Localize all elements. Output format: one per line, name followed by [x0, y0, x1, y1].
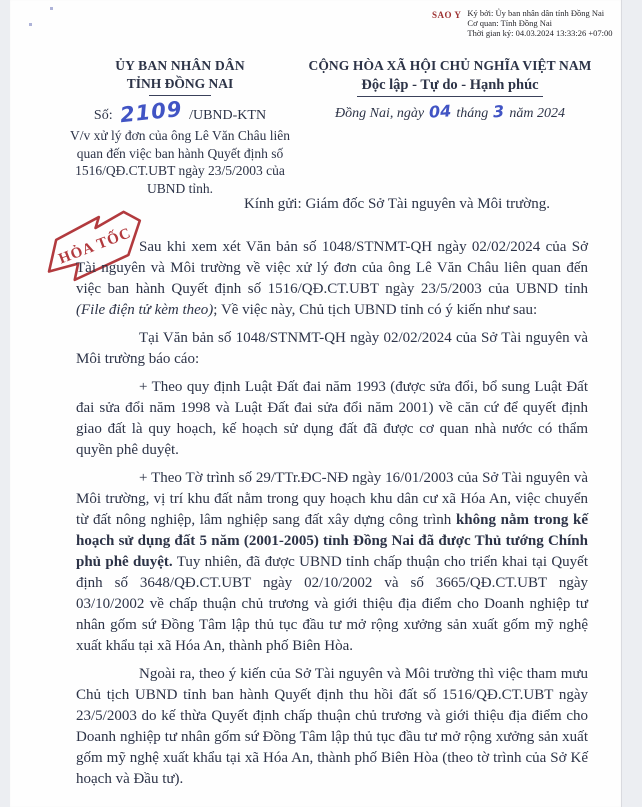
place-date-line — [304, 101, 596, 122]
paragraph: + Theo quy định Luật Đất đai năm 1993 (được sửa đổi, bổ sung Luật Đất đai sửa đổi năm 1998 và Luật Đất đai sửa đổi năm 2001) về căn cứ để quyết định giao đất là quy hoạch, kế hoạch sử dụng đất đã được cơ quan nhà nước có thẩm quyền phê duyệt. — [76, 379, 588, 458]
paragraph: + Theo Tờ trình số 29/TTr.ĐC-NĐ ngày 16/01/2003 của Sở Tài nguyên và Môi trường, vị trí khu đất nằm trong quy hoạch khu dân cư xã Hóa An, việc chuyển từ đất nông nghiệp, lâm nghiệp sang đất xây dựng công trình không nằm trong kế hoạch sử dụng đất 5 năm (2001-2005) tỉnh Đồng Nai đã được Thủ tướng Chính phủ phê duyệt. Tuy nhiên, đã được UBND tỉnh chấp thuận cho triển khai tại Quyết định số 3648/QĐ.CT.UBT ngày 02/10/2002 và số 3665/QĐ.CT.UBT ngày 03/10/2002 về chấp thuận chủ trương và giới thiệu địa điểm cho Doanh nghiệp tư nhân gốm sứ Đồng Tâm lập thủ tục đầu tư mở rộng xưởng sản xuất gốm mỹ nghệ xuất khẩu tại xã Hóa An, thành phố Biên Hòa. — [76, 470, 588, 654]
date-day-handwritten: 04 — [428, 101, 452, 122]
national-header-block — [304, 58, 596, 197]
agency-line: Cơ quan: Tỉnh Đồng Nai — [467, 18, 553, 28]
national-motto-line2: Độc lập - Tự do - Hạnh phúc — [357, 77, 542, 97]
doc-number-prefix: Số: — [93, 108, 113, 123]
sign-time-line: Thời gian ký: 04.03.2024 13:33:26 +07:00 — [467, 28, 613, 38]
issuer-name-line1: ỦY BAN NHÂN DÂN — [115, 58, 245, 73]
stamp-text: HỎA TỐC — [56, 225, 134, 268]
letterhead — [56, 58, 596, 197]
paragraph: Sau khi xem xét Văn bản số 1048/STNMT-QH ngày 02/02/2024 của Sở Tài nguyên và Môi trường về việc xử lý đơn của ông Lê Văn Châu liên quan đến việc ban hành Quyết định số 1516/QĐ.CT.UBT ngày 23/5/2003 của UBND tỉnh (File điện tử kèm theo); Về việc này, Chủ tịch UBND tỉnh có ý kiến như sau: — [76, 239, 588, 318]
date-month-handwritten: 3 — [492, 101, 505, 122]
body-paragraphs — [76, 237, 588, 797]
signed-by-line: Ký bởi: Ủy ban nhân dân tỉnh Đồng Nai — [467, 8, 605, 18]
issuer-block — [56, 58, 304, 197]
national-motto-line1: CỘNG HÒA XÃ HỘI CHỦ NGHĨA VIỆT NAM — [308, 58, 592, 73]
date-year: năm 2024 — [509, 106, 565, 121]
subject-abstract: V/v xử lý đơn của ông Lê Văn Châu liên quan đến việc ban hành Quyết định số 1516/QĐ.CT.UBT ngày 23/5/2003 của UBND tỉnh. — [69, 128, 291, 196]
date-place: Đồng Nai, ngày — [335, 106, 425, 121]
date-month-word: tháng — [456, 106, 489, 121]
paragraph: Tại Văn bản số 1048/STNMT-QH ngày 02/02/2024 của Sở Tài nguyên và Môi trường báo cáo: — [76, 330, 588, 367]
doc-number-handwritten: 2109 — [118, 96, 184, 128]
digital-signature-caption — [432, 8, 612, 38]
scan-speck — [50, 7, 53, 10]
doc-number-suffix: /UBND-KTN — [189, 108, 267, 123]
scan-speck — [29, 23, 32, 26]
document-page — [10, 0, 622, 807]
paragraph: Ngoài ra, theo ý kiến của Sở Tài nguyên và Môi trường thì việc tham mưu Chủ tịch UBND tỉnh ban hành Quyết định thu hồi đất số 1516/QĐ.CT.UBT ngày 23/5/2003 do kế thừa Quyết định chấp thuận chủ trương và giới thiệu địa điểm cho Doanh nghiệp tư nhân gốm sứ Đồng Tâm lập thủ tục đầu tư mở rộng xưởng sản xuất gốm mỹ nghệ xuất khẩu tại xã Hóa An, thành phố Biên Hòa (theo tờ trình của Sở Kế hoạch và Đầu tư). — [76, 666, 588, 787]
issuer-name-line2: TỈNH ĐỒNG NAI — [126, 76, 234, 91]
sao-y-label: SAO Y — [432, 10, 462, 20]
document-number — [56, 96, 304, 128]
recipient-line: Kính gửi: Giám đốc Sở Tài nguyên và Môi trường. — [244, 196, 550, 212]
